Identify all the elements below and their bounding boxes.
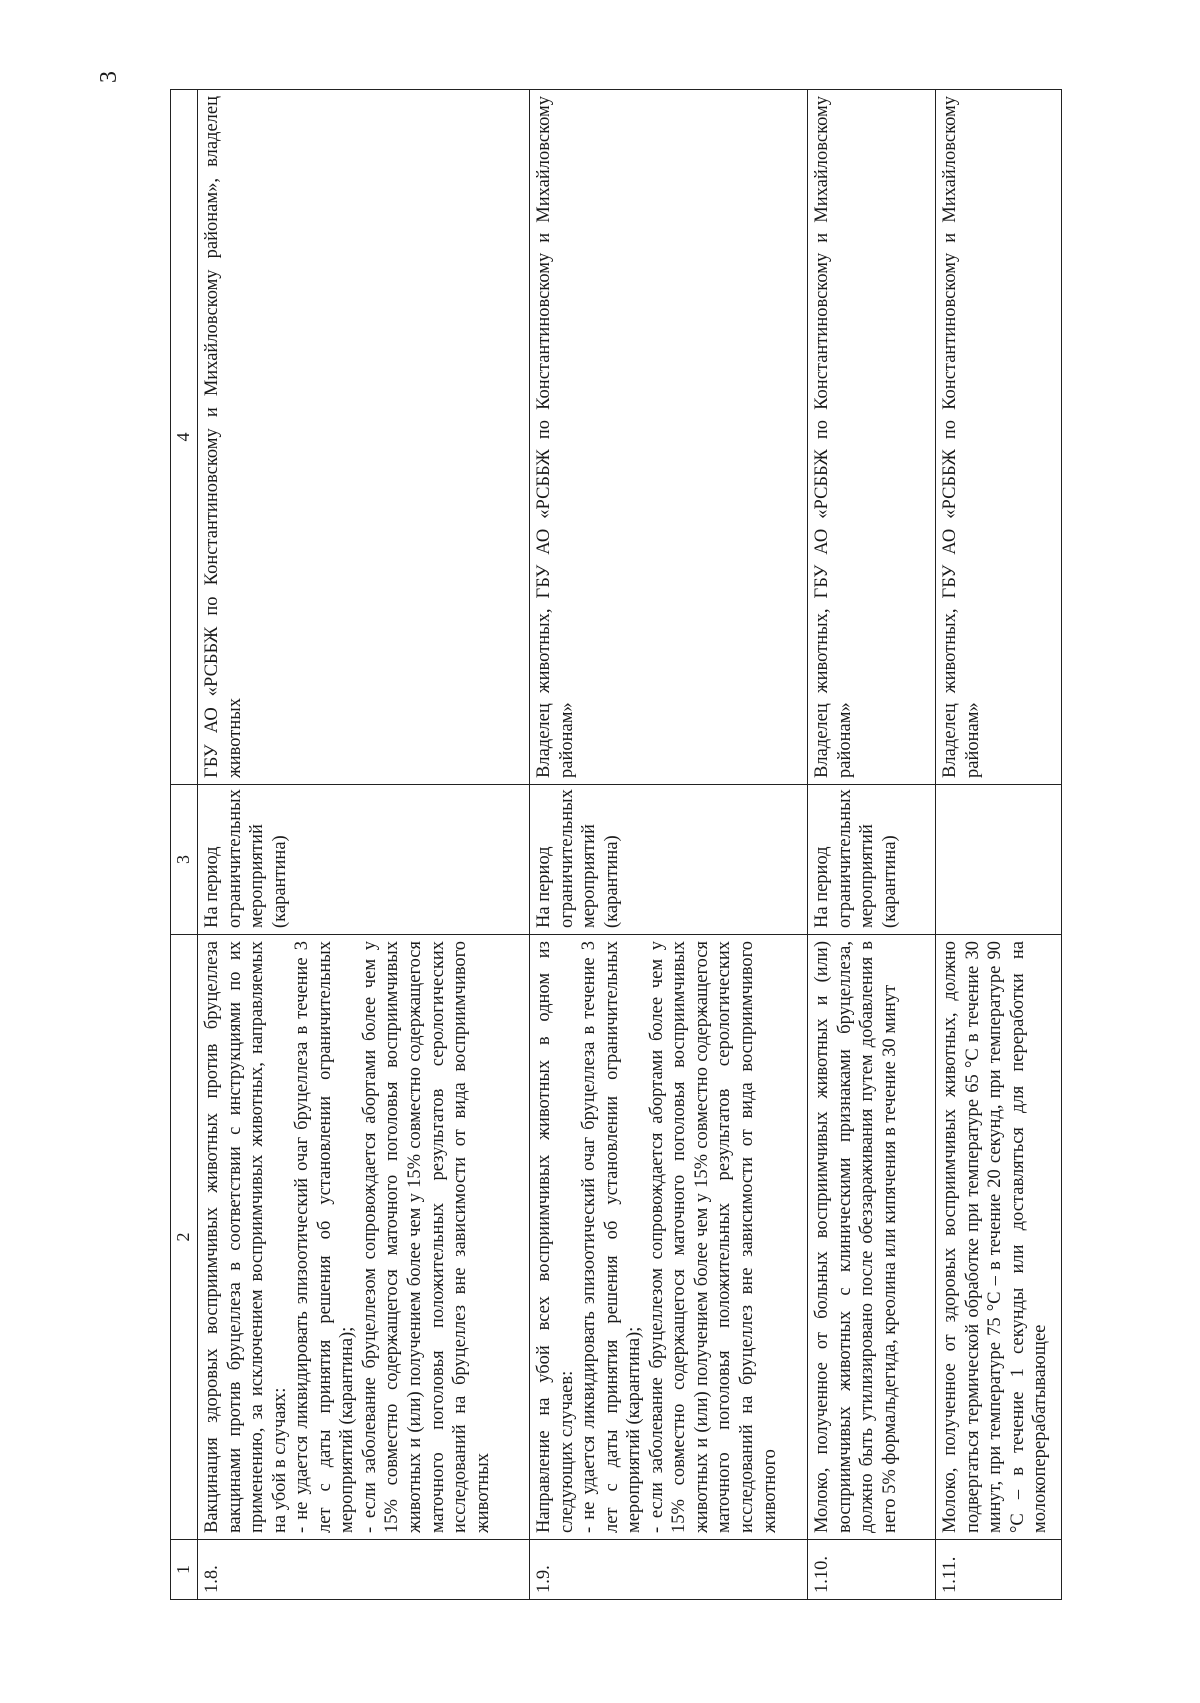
measure-description [197, 935, 529, 1540]
table-row [935, 90, 1061, 1600]
measure-paragraph: - не удается ликвидировать эпизоотический очаг бруцеллеза в течение 3 лет с даты принятия решения об установлении ограничительных мероприятий (карантина); [292, 941, 358, 1533]
measure-description [807, 935, 935, 1540]
measure-responsible: ГБУ АО «РСББЖ по Константиновскому и Михайловскому районам», владелец животных [197, 90, 529, 785]
measure-paragraph: Молоко, полученное от здоровых восприимчивых животных, должно подвергаться термической обработке при температуре 65 °С в течение 30 минут, при температуре 75 °С – в течение 20 секунд, при температуре 90 °С – в течение 1 секунды или доставляться для переработки на молокоперерабатывающее [939, 941, 1051, 1533]
measure-term: На период ограничительных мероприятий (карантина) [197, 785, 529, 935]
measure-paragraph: - если заболевание бруцеллезом сопровождается абортами более чем у 15% совместно содержащегося маточного поголовья восприимчивых животных и (или) получением более чем у 15% совместно содержащегося маточного поголовья положительных результатов серологических исследований на бруцеллез вне зависимости от вида восприимчивого животного [646, 941, 780, 1533]
page-number: 3 [96, 71, 122, 83]
measure-responsible: Владелец животных, ГБУ АО «РСББЖ по Константиновскому и Михайловскому районам» [807, 90, 935, 785]
header-col-2: 2 [171, 935, 198, 1540]
measure-responsible: Владелец животных, ГБУ АО «РСББЖ по Константиновскому и Михайловскому районам» [529, 90, 807, 785]
row-number: 1.8. [197, 1540, 529, 1600]
measure-responsible: Владелец животных, ГБУ АО «РСББЖ по Константиновскому и Михайловскому районам» [935, 90, 1061, 785]
table-header-row [171, 90, 198, 1600]
measure-paragraph: - если заболевание бруцеллезом сопровождается абортами более чем у 15% совместно содержащегося маточного поголовья восприимчивых животных и (или) получением более чем у 15% совместно содержащегося маточного поголовья положительных результатов серологических исследований на бруцеллез вне зависимости от вида восприимчивого животных [359, 941, 493, 1533]
row-number: 1.11. [935, 1540, 1061, 1600]
measures-table-frame [170, 90, 1060, 1600]
header-col-4: 4 [171, 90, 198, 785]
measure-term: На период ограничительных мероприятий (карантина) [529, 785, 807, 935]
measure-paragraph: - не удается ликвидировать эпизоотический очаг бруцеллеза в течение 3 лет с даты принятия решения об установлении ограничительных мероприятий (карантина); [579, 941, 645, 1533]
table-row [529, 90, 807, 1600]
measure-paragraph: Направление на убой всех восприимчивых животных в одном из следующих случаев: [533, 941, 577, 1533]
measure-term: На период ограничительных мероприятий (карантина) [807, 785, 935, 935]
measure-description [529, 935, 807, 1540]
row-number: 1.10. [807, 1540, 935, 1600]
measure-description [935, 935, 1061, 1540]
measure-paragraph: Вакцинация здоровых восприимчивых животных против бруцеллеза вакцинами против бруцеллеза в соответствии с инструкциями по их применению, за исключением восприимчивых животных, направляемых на убой в случаях: [201, 941, 290, 1533]
header-col-3: 3 [171, 785, 198, 935]
table-row [807, 90, 935, 1600]
measures-table [170, 89, 1062, 1600]
header-col-1: 1 [171, 1540, 198, 1600]
measure-paragraph: Молоко, полученное от больных восприимчивых животных и (или) восприимчивых животных с клиническими признаками бруцеллеза, должно быть утилизировано после обеззараживания путем добавления в него 5% формальдегида, креолина или кипячения в течение 30 минут [811, 941, 900, 1533]
table-row [197, 90, 529, 1600]
measure-term [935, 785, 1061, 935]
row-number: 1.9. [529, 1540, 807, 1600]
